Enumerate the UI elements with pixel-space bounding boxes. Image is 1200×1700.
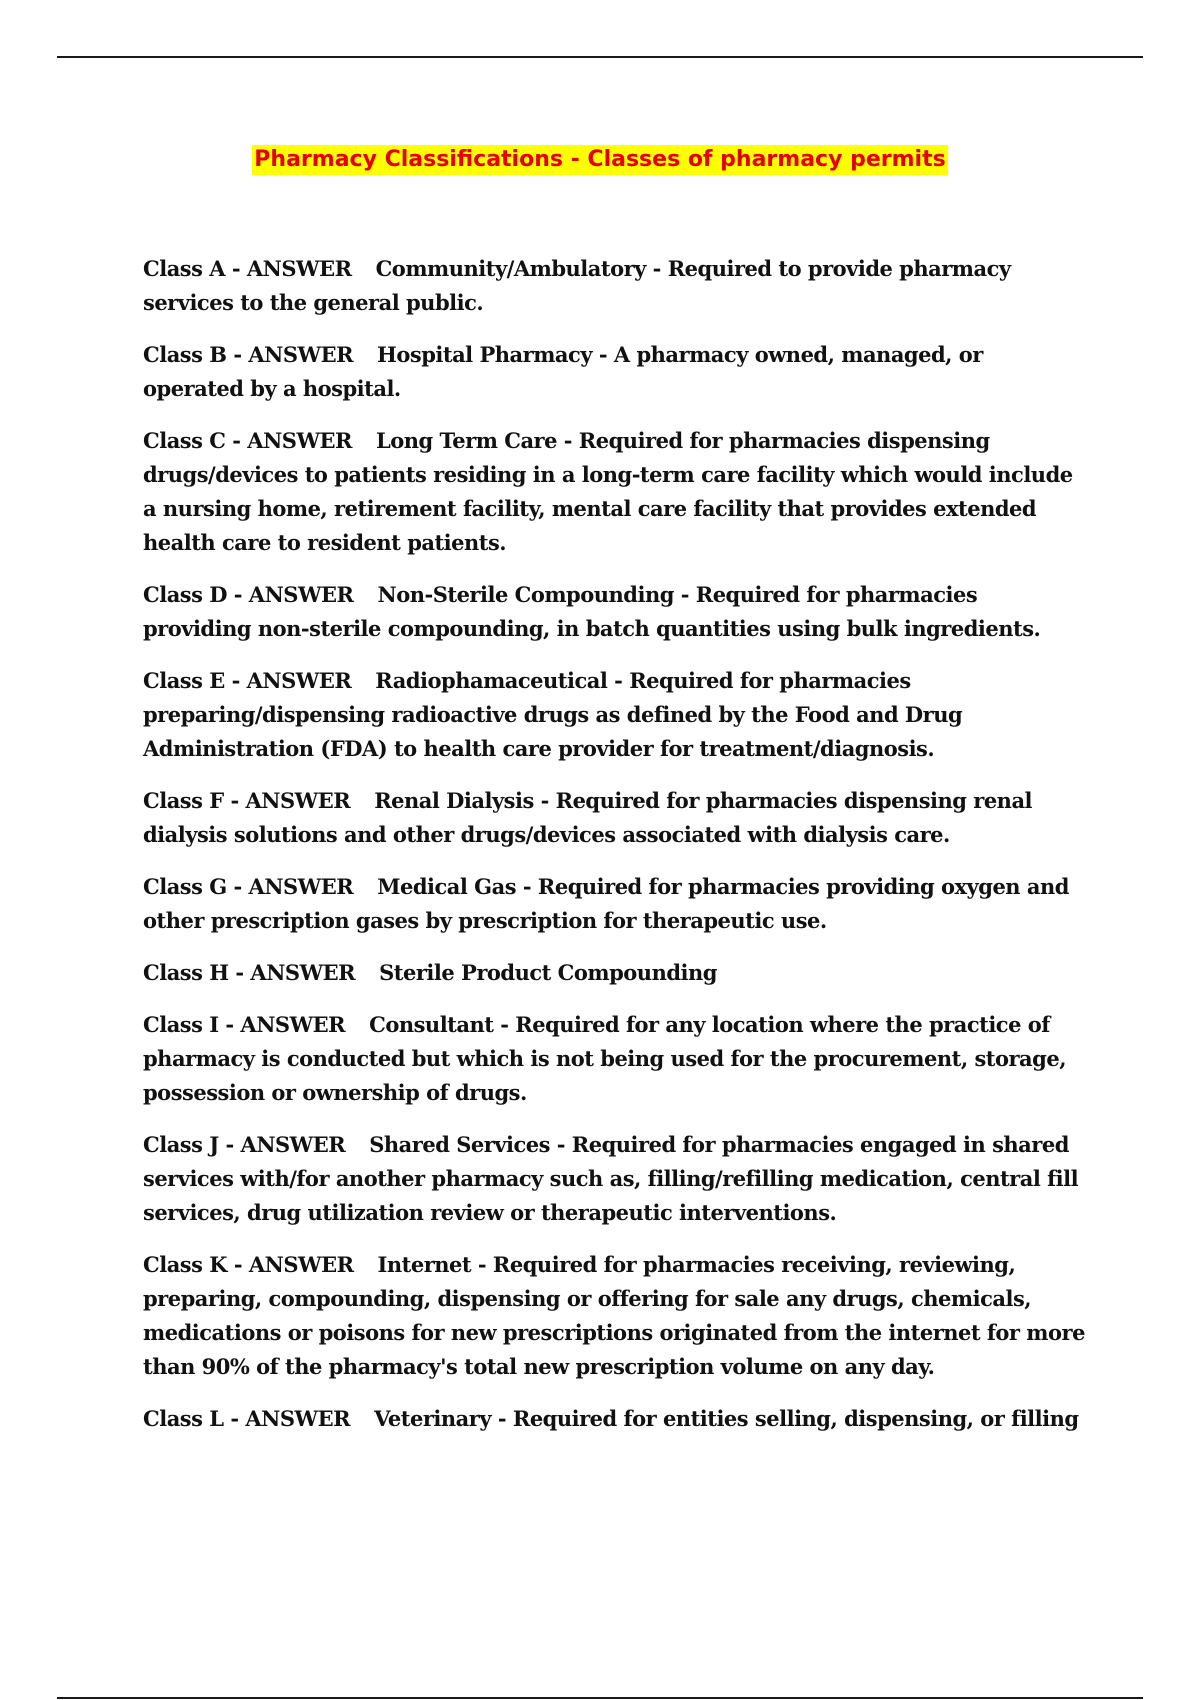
entry-class-e [143,664,1088,766]
entry-class-l [143,1402,1088,1436]
page-title: Pharmacy Classifications - Classes of pharmacy permits [252,145,947,175]
entry-term: Class H - ANSWER [143,960,356,985]
entry-term: Class J - ANSWER [143,1132,346,1157]
entry-definition: Community/Ambulatory - Required to provide pharmacy services to the general public. [143,256,1011,315]
entry-class-b [143,338,1088,406]
entry-definition: Renal Dialysis - Required for pharmacies dispensing renal dialysis solutions and other drugs/devices associated with dialysis care. [143,788,1033,847]
entry-definition: Hospital Pharmacy - A pharmacy owned, managed, or operated by a hospital. [143,342,983,401]
entry-class-c [143,424,1088,560]
entry-class-d [143,578,1088,646]
entry-class-k [143,1248,1088,1384]
entry-class-f [143,784,1088,852]
entry-definition: Veterinary - Required for entities selling, dispensing, or filling [374,1406,1079,1431]
entry-definition: Non-Sterile Compounding - Required for pharmacies providing non-sterile compounding, in batch quantities using bulk ingredients. [143,582,1041,641]
entry-definition: Long Term Care - Required for pharmacies dispensing drugs/devices to patients residing in a long-term care facility which would include a nursing home, retirement facility, mental care facility that provides extended health care to resident patients. [143,428,1073,555]
entry-term: Class L - ANSWER [143,1406,351,1431]
entry-definition: Medical Gas - Required for pharmacies providing oxygen and other prescription gases by prescription for therapeutic use. [143,874,1069,933]
entry-definition: Shared Services - Required for pharmacies engaged in shared services with/for another pharmacy such as, filling/refilling medication, central fill services, drug utilization review or therapeutic interventions. [143,1132,1079,1225]
entry-term: Class G - ANSWER [143,874,354,899]
entry-definition: Sterile Product Compounding [379,960,717,985]
entry-class-j [143,1128,1088,1230]
entry-term: Class A - ANSWER [143,256,352,281]
bottom-rule [57,1697,1143,1699]
entry-term: Class F - ANSWER [143,788,351,813]
entry-class-a [143,252,1088,320]
entry-definition: Consultant - Required for any location where the practice of pharmacy is conducted but which is not being used for the procurement, storage, possession or ownership of drugs. [143,1012,1067,1105]
entry-term: Class B - ANSWER [143,342,354,367]
entry-term: Class D - ANSWER [143,582,354,607]
entry-class-h [143,956,1088,990]
entry-term: Class E - ANSWER [143,668,352,693]
entry-definition: Radiophamaceutical - Required for pharmacies preparing/dispensing radioactive drugs as defined by the Food and Drug Administration (FDA) to health care provider for treatment/diagnosis. [143,668,963,761]
entry-term: Class C - ANSWER [143,428,353,453]
entry-class-i [143,1008,1088,1110]
entry-list [143,252,1088,1454]
entry-definition: Internet - Required for pharmacies receiving, reviewing, preparing, compounding, dispensing or offering for sale any drugs, chemicals, medications or poisons for new prescriptions originated from the internet for more than 90% of the pharmacy's total new prescription volume on any day. [143,1252,1085,1379]
top-rule [57,56,1143,58]
entry-term: Class K - ANSWER [143,1252,354,1277]
entry-class-g [143,870,1088,938]
title-container [0,145,1200,175]
entry-term: Class I - ANSWER [143,1012,346,1037]
